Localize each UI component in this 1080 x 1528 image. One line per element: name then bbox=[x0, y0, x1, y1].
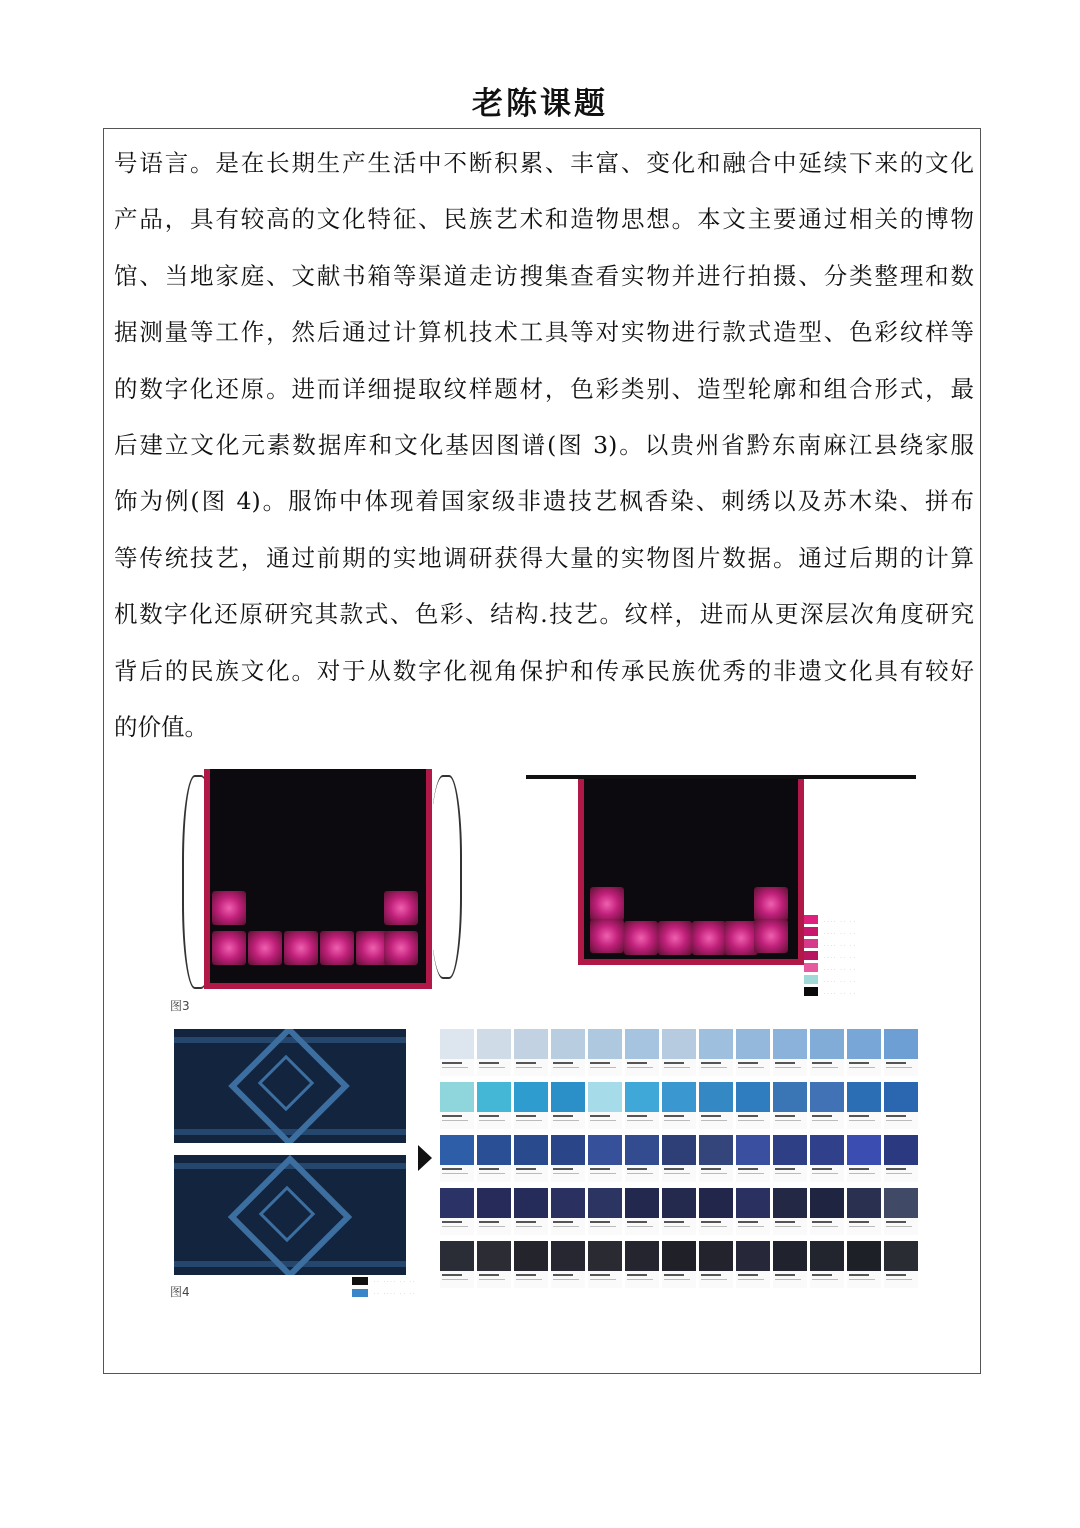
color-chip bbox=[551, 1029, 585, 1076]
color-chip bbox=[847, 1029, 881, 1076]
color-chip bbox=[662, 1241, 696, 1288]
body-line: 机数字化还原研究其款式、色彩、结构.技艺。纹样，进而从更深层次角度研究 bbox=[114, 600, 974, 629]
color-chip bbox=[588, 1082, 622, 1129]
fig4-color-legend: ·· ···· ·· ·· ·· ···· ·· ·· bbox=[352, 1275, 417, 1299]
color-swatch bbox=[804, 951, 818, 960]
color-chip bbox=[736, 1241, 770, 1288]
color-chip bbox=[662, 1188, 696, 1235]
body-line: 背后的民族文化。对于从数字化视角保护和传承民族优秀的非遗文化具有较好 bbox=[114, 656, 974, 685]
color-swatch bbox=[804, 939, 818, 948]
body-line: 饰为例(图 4)。服饰中体现着国家级非遗技艺枫香染、刺绣以及苏木染、拼布 bbox=[114, 487, 974, 516]
color-chip bbox=[551, 1241, 585, 1288]
figure-3-label: 图3 bbox=[170, 999, 190, 1013]
color-swatch bbox=[352, 1289, 368, 1297]
color-chip bbox=[736, 1082, 770, 1129]
color-chip bbox=[699, 1188, 733, 1235]
color-chip bbox=[773, 1029, 807, 1076]
color-chip bbox=[847, 1241, 881, 1288]
color-chip bbox=[514, 1029, 548, 1076]
color-chip bbox=[662, 1135, 696, 1182]
color-chip bbox=[810, 1241, 844, 1288]
body-text bbox=[114, 135, 974, 755]
body-line: 据测量等工作，然后通过计算机技术工具等对实物进行款式造型、色彩纹样等 bbox=[114, 318, 974, 347]
content-frame bbox=[103, 128, 981, 1374]
figure-3 bbox=[168, 765, 928, 1015]
body-line: 的数字化还原。进而详细提取纹样题材，色彩类别、造型轮廓和组合形式，最 bbox=[114, 374, 974, 403]
color-chip bbox=[699, 1135, 733, 1182]
color-chip bbox=[810, 1029, 844, 1076]
color-swatch bbox=[804, 987, 818, 996]
color-chip bbox=[625, 1029, 659, 1076]
color-chip bbox=[847, 1188, 881, 1235]
body-line: 等传统技艺，通过前期的实地调研获得大量的实物图片数据。通过后期的计算 bbox=[114, 543, 974, 572]
color-chip bbox=[477, 1188, 511, 1235]
color-chip bbox=[699, 1241, 733, 1288]
body-line: 产品，具有较高的文化特征、民族艺术和造物思想。本文主要通过相关的博物 bbox=[114, 205, 974, 234]
color-chip bbox=[662, 1082, 696, 1129]
color-chip bbox=[514, 1082, 548, 1129]
color-swatch bbox=[352, 1277, 368, 1285]
color-chip bbox=[625, 1188, 659, 1235]
color-swatch bbox=[804, 927, 818, 936]
body-line: 的价值。 bbox=[114, 712, 208, 741]
color-chip bbox=[440, 1188, 474, 1235]
color-chip bbox=[440, 1029, 474, 1076]
color-chip bbox=[477, 1082, 511, 1129]
color-chip bbox=[588, 1188, 622, 1235]
color-chip bbox=[884, 1029, 918, 1076]
color-chip bbox=[514, 1188, 548, 1235]
apron-photo-motifs bbox=[208, 885, 424, 975]
color-chip bbox=[847, 1135, 881, 1182]
color-chip bbox=[477, 1241, 511, 1288]
apron-reconstruction-motifs bbox=[588, 883, 804, 963]
cloth-photo-top bbox=[174, 1029, 406, 1143]
color-chip bbox=[588, 1135, 622, 1182]
body-line: 后建立文化元素数据库和文化基因图谱(图 3)。以贵州省黔东南麻江县绕家服 bbox=[114, 430, 974, 459]
apron-tie-right bbox=[430, 775, 462, 979]
body-line: 号语言。是在长期生产生活中不断积累、丰富、变化和融合中延续下来的文化 bbox=[114, 149, 974, 177]
color-chip bbox=[736, 1188, 770, 1235]
color-chip bbox=[514, 1135, 548, 1182]
cloth-photo-bottom bbox=[174, 1155, 406, 1275]
color-chip bbox=[514, 1241, 548, 1288]
color-chip bbox=[810, 1082, 844, 1129]
color-chip bbox=[699, 1082, 733, 1129]
page-title: 老陈课题 bbox=[472, 86, 608, 122]
color-chip bbox=[440, 1082, 474, 1129]
color-chip bbox=[773, 1082, 807, 1129]
color-chip bbox=[736, 1029, 770, 1076]
color-chip bbox=[588, 1029, 622, 1076]
color-chip bbox=[551, 1082, 585, 1129]
color-chip bbox=[884, 1188, 918, 1235]
color-chip bbox=[773, 1241, 807, 1288]
color-chip bbox=[773, 1135, 807, 1182]
color-chip bbox=[625, 1082, 659, 1129]
color-chip bbox=[884, 1135, 918, 1182]
figure-4 bbox=[168, 1025, 938, 1305]
color-chip bbox=[773, 1188, 807, 1235]
color-swatch bbox=[804, 975, 818, 984]
color-chip bbox=[588, 1241, 622, 1288]
color-chip bbox=[440, 1135, 474, 1182]
color-chip bbox=[477, 1029, 511, 1076]
color-chip bbox=[847, 1082, 881, 1129]
color-chip bbox=[551, 1188, 585, 1235]
color-chip bbox=[884, 1241, 918, 1288]
color-chip bbox=[810, 1135, 844, 1182]
color-chip bbox=[625, 1135, 659, 1182]
color-chip bbox=[699, 1029, 733, 1076]
color-chip bbox=[810, 1188, 844, 1235]
color-swatch bbox=[804, 963, 818, 972]
arrow-icon bbox=[418, 1145, 432, 1171]
color-chip bbox=[477, 1135, 511, 1182]
pantone-palette bbox=[440, 1029, 918, 1288]
color-chip bbox=[440, 1241, 474, 1288]
color-chip bbox=[551, 1135, 585, 1182]
figure-4-label: 图4 bbox=[170, 1285, 190, 1299]
fig3-color-legend: ···· ·· ·· ···· ·· ·· ···· ·· ·· ···· ·· ·· ···· ·· ·· ···· ·· ·· ···· ·· ·· bbox=[804, 915, 857, 999]
color-chip bbox=[625, 1241, 659, 1288]
color-chip bbox=[662, 1029, 696, 1076]
color-chip bbox=[884, 1082, 918, 1129]
color-swatch bbox=[804, 915, 818, 924]
color-chip bbox=[736, 1135, 770, 1182]
body-line: 馆、当地家庭、文献书箱等渠道走访搜集查看实物并进行拍摄、分类整理和数 bbox=[114, 261, 974, 290]
